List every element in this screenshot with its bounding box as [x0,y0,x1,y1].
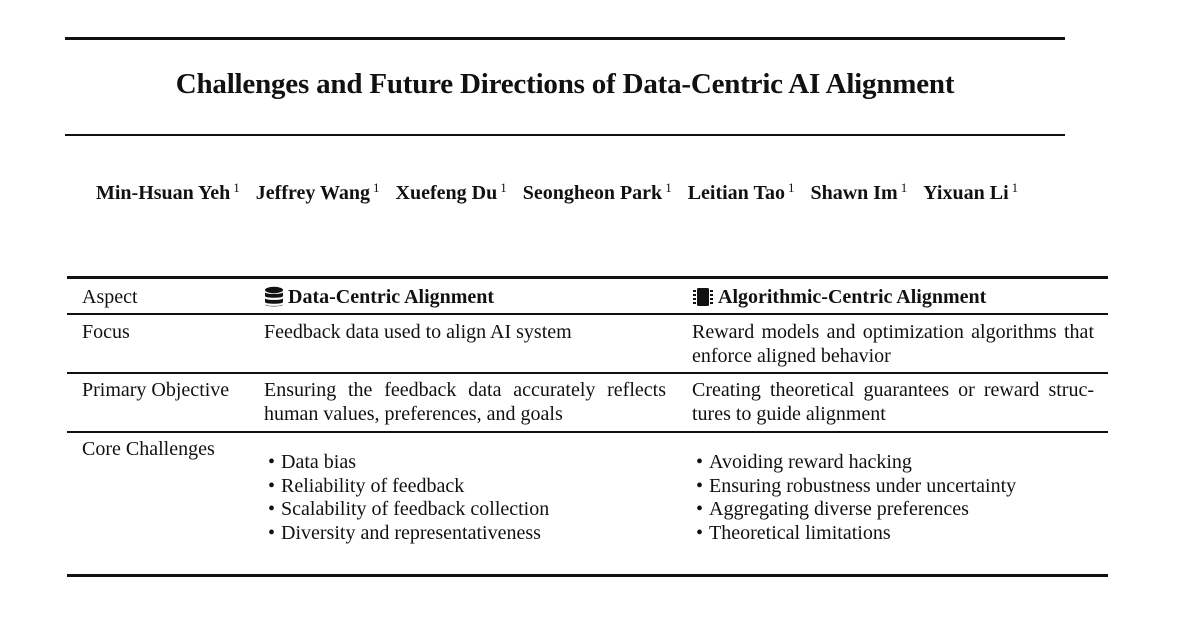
list-item: • Ensuring robustness under uncertainty [692,475,1094,499]
author-name: Min-Hsuan Yeh [96,182,231,204]
row-focus-algorithmic-centric: Reward models and optimization algorithms that enforce aligned behavior [692,321,1094,367]
list-item: • Avoiding reward hacking [692,451,1094,475]
author-list [96,180,1096,205]
header-algorithmic-centric-label: Algorithmic-Centric Alignment [718,286,987,308]
author-affiliation: 1 [500,180,507,195]
row-challenges-aspect: Core Challenges [82,438,215,460]
row-divider [67,372,1108,374]
author-affiliation: 1 [373,180,380,195]
row-objective-algorithmic-centric: Creating theoretical guarantees or reward struc-tures to guide alignment [692,379,1094,425]
row-divider [67,431,1108,433]
row-objective-data-centric: Ensuring the feedback data accurately reflects human values, preferences, and goals [264,379,666,425]
row-focus-aspect: Focus [82,321,130,343]
list-item: • Aggregating diverse preferences [692,498,1094,522]
algorithmic-centric-challenge-list [692,451,1094,545]
header-aspect: Aspect [82,286,138,308]
data-centric-challenge-list [264,451,666,545]
table-top-rule [67,276,1108,279]
table-bottom-rule [67,574,1108,577]
paper-title: Challenges and Future Directions of Data-Centric AI Alignment [175,68,955,100]
title-top-rule [65,37,1065,40]
row-focus-data-centric: Feedback data used to align AI system [264,321,572,343]
list-item: • Theoretical limitations [692,522,1094,546]
header-algorithmic-centric [692,285,1094,309]
author-name: Leitian Tao [687,182,785,204]
author-name: Yixuan Li [923,182,1009,204]
header-data-centric-label: Data-Centric Alignment [288,286,495,308]
chip-icon [692,286,714,308]
author-name: Seongheon Park [522,182,663,204]
author-name: Jeffrey Wang [255,182,371,204]
row-objective-aspect: Primary Objective [82,379,230,401]
title-bottom-rule [65,134,1065,136]
author [923,180,1018,205]
author-affiliation: 1 [1011,180,1019,195]
list-item: • Data bias [264,451,666,475]
list-item: • Scalability of feedback collection [264,498,666,522]
author [96,180,240,205]
author-affiliation: 1 [900,180,908,195]
list-item: • Reliability of feedback [264,475,666,499]
author [688,180,795,205]
author [396,180,507,205]
author-affiliation: 1 [787,180,795,195]
author-name: Xuefeng Du [395,182,498,204]
header-data-centric [264,285,666,309]
row-challenges-algorithmic-centric [692,451,1094,545]
author-name: Shawn Im [810,182,898,204]
author [523,180,672,205]
author-affiliation: 1 [665,180,672,195]
database-icon [264,286,284,308]
table-header-rule [67,313,1108,315]
author-affiliation: 1 [233,180,240,195]
author [256,180,380,205]
author [810,180,907,205]
row-challenges-data-centric [264,451,666,545]
list-item: • Diversity and representativeness [264,522,666,546]
